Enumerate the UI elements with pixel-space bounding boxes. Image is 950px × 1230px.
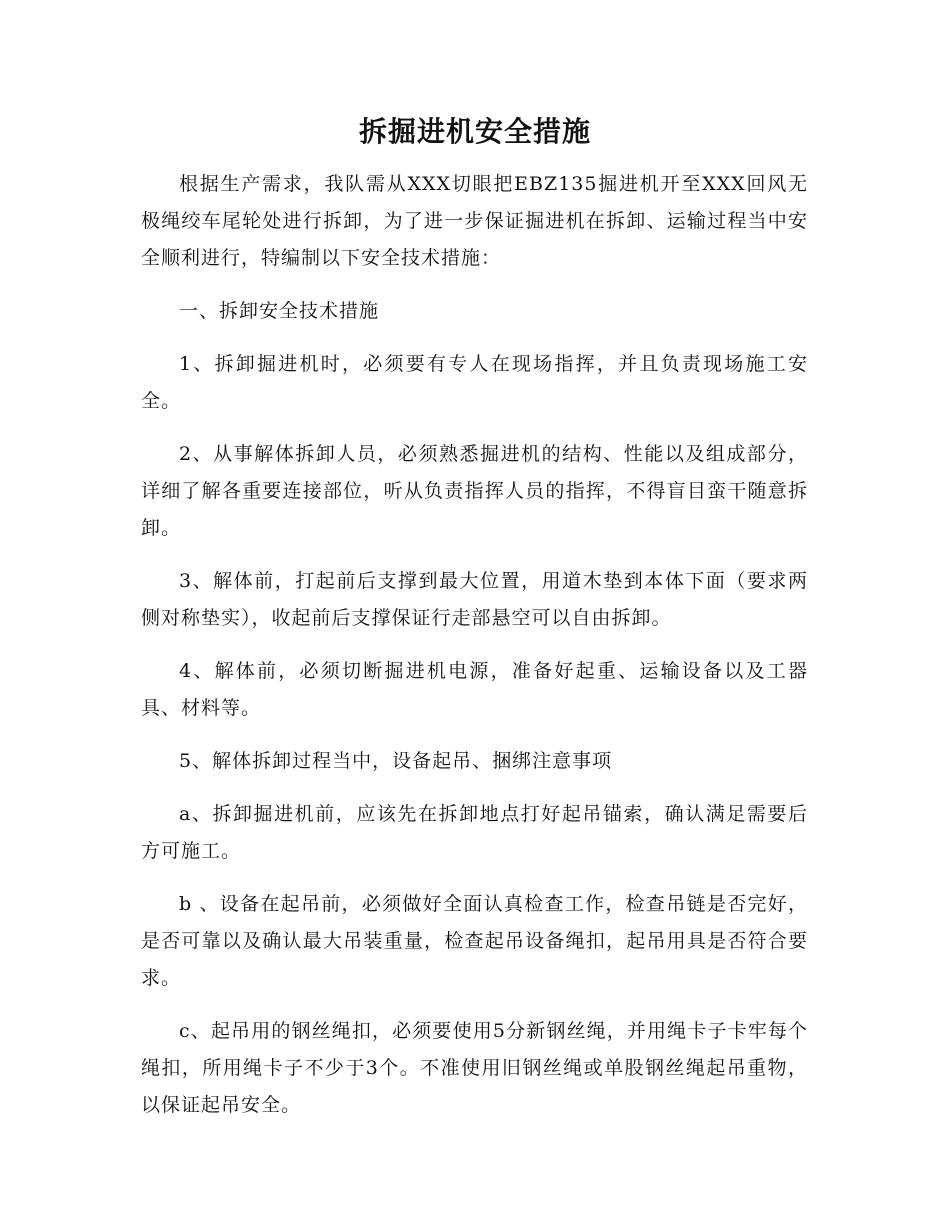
document-title: 拆掘进机安全措施 [358,115,591,148]
paragraph-intro: 根据生产需求，我队需从XXX切眼把EBZ135掘进机开至XXX回风无极绳绞车尾轮处进行拆卸，为了进一步保证掘进机在拆卸、运输过程当中安全顺利进行，特编制以下安全技术措施： [141,173,808,269]
paragraph-item-3: 3、解体前，打起前后支撑到最大位置，用道木垫到本体下面（要求两侧对称垫实），收起前后支撑保证行走部悬空可以自由拆卸。 [141,570,808,629]
document-body [141,166,808,1140]
paragraph-item-4: 4、解体前，必须切断掘进机电源，准备好起重、运输设备以及工器具、材料等。 [141,660,808,719]
paragraph-item-1: 1、拆卸掘进机时，必须要有专人在现场指挥，并且负责现场施工安全。 [141,353,808,412]
paragraph-item-c: c、起吊用的钢丝绳扣，必须要使用5分新钢丝绳，并用绳卡子卡牢每个绳扣，所用绳卡子不少于3个。不准使用旧钢丝绳或单股钢丝绳起吊重物，以保证起吊安全。 [141,1020,808,1116]
paragraph-item-b: b 、设备在起吊前，必须做好全面认真检查工作，检查吊链是否完好，是否可靠以及确认最大吊装重量，检查起吊设备绳扣，起吊用具是否符合要求。 [141,893,808,989]
paragraph-item-2: 2、从事解体拆卸人员，必须熟悉掘进机的结构、性能以及组成部分，详细了解各重要连接部位，听从负责指挥人员的指挥，不得盲目蛮干随意拆卸。 [141,443,808,539]
paragraph-item-5: 5、解体拆卸过程当中，设备起吊、捆绑注意事项 [179,750,613,772]
paragraph-item-a: a、拆卸掘进机前，应该先在拆卸地点打好起吊锚索，确认满足需要后方可施工。 [141,803,808,862]
section-heading: 一、拆卸安全技术措施 [179,300,380,322]
